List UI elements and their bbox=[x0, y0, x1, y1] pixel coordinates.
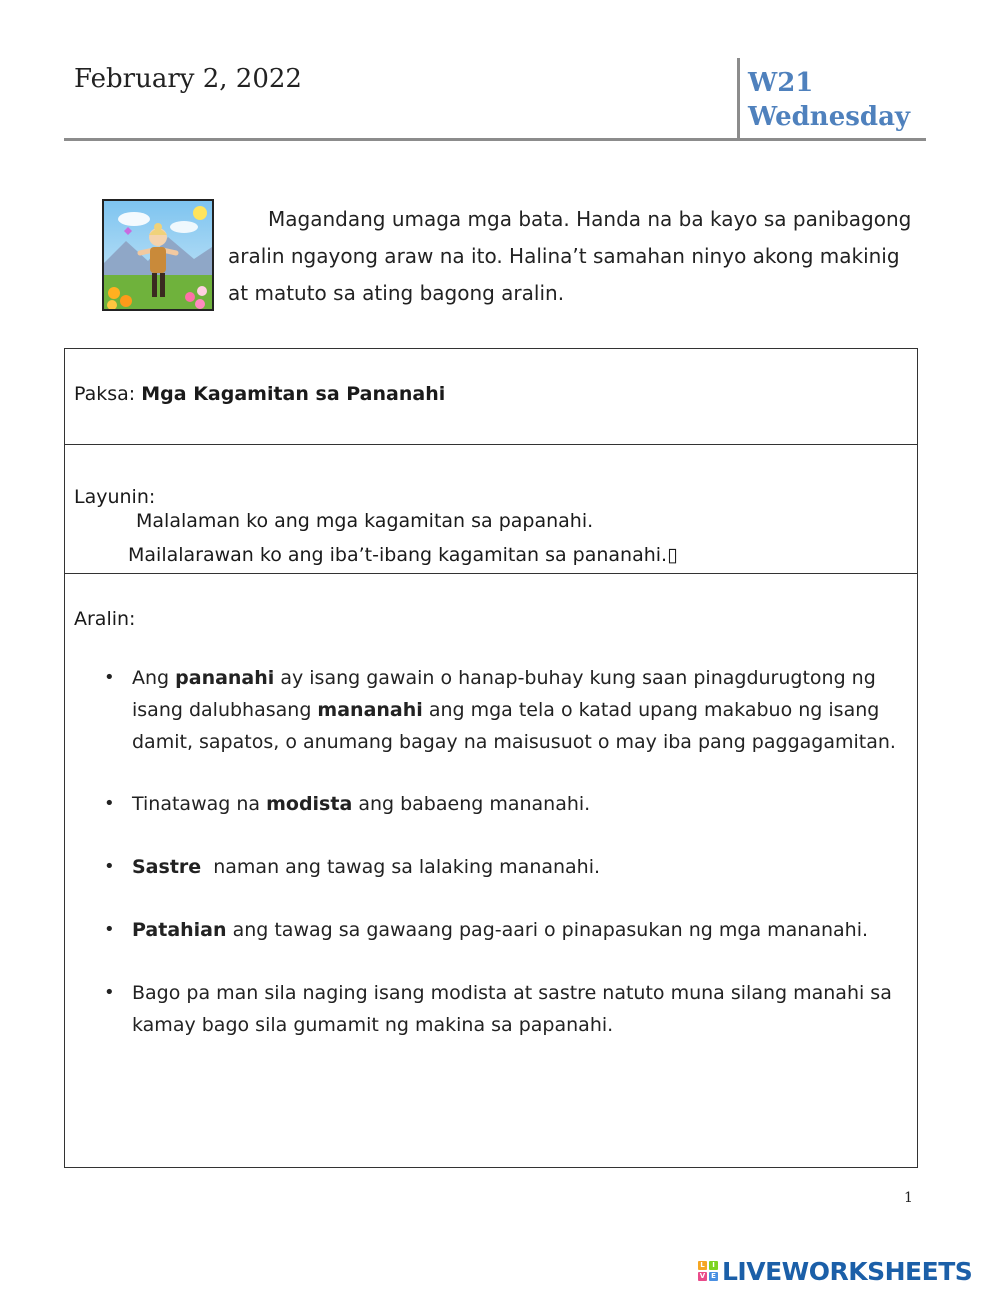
bullet-text: ay isang gawain o hanap-buhay kung saan pinagdurugtong ng isang dalubhasang bbox=[132, 667, 876, 721]
logo-letter: I bbox=[709, 1261, 718, 1270]
bullet-text: Ang bbox=[132, 667, 176, 689]
bullet-bold-term: Sastre bbox=[132, 856, 202, 878]
week-day-label bbox=[748, 66, 910, 134]
bullet-bold-term: modista bbox=[266, 793, 353, 815]
logo-blocks-icon bbox=[698, 1261, 718, 1281]
bullet-bold-term: pananahi bbox=[175, 667, 275, 689]
lesson-bullet-item bbox=[104, 788, 910, 820]
greeting-image bbox=[102, 199, 214, 311]
lesson-bullet-item bbox=[104, 914, 910, 946]
lesson-bullet-item bbox=[104, 662, 910, 758]
day-label: Wednesday bbox=[748, 102, 911, 132]
table-row-divider bbox=[65, 573, 917, 574]
topic-label: Paksa: bbox=[74, 383, 136, 405]
bullet-text: ang mga tela o katad upang makabuo ng isang damit, sapatos, o anumang bagay na maisusuot o may iba pang paggagamitan. bbox=[132, 699, 896, 753]
header-divider bbox=[737, 58, 740, 140]
table-row-divider bbox=[65, 444, 917, 445]
bullet-text: Bago pa man sila naging isang modista at sastre natuto muna silang manahi sa kamay bago sila gumamit ng makina sa papanahi. bbox=[132, 982, 892, 1036]
greeting-text bbox=[228, 201, 918, 312]
week-label: W21 bbox=[748, 68, 814, 98]
topic-title: Mga Kagamitan sa Pananahi bbox=[141, 383, 446, 405]
girl-illustration-icon bbox=[104, 201, 212, 309]
topic-row bbox=[74, 383, 445, 405]
logo-letter: L bbox=[698, 1261, 707, 1270]
bullet-bold-term: Patahian bbox=[132, 919, 227, 941]
bullet-text: ang babaeng mananahi. bbox=[352, 793, 591, 815]
bullet-text: ang tawag sa gawaang pag-aari o pinapasukan ng mga mananahi. bbox=[226, 919, 869, 941]
bullet-bold-term: mananahi bbox=[317, 699, 423, 721]
bullet-text: Tinatawag na bbox=[132, 793, 267, 815]
lesson-bullet-item bbox=[104, 851, 910, 883]
objective-item: Mailalarawan ko ang iba’t-ibang kagamitan sa pananahi.▯ bbox=[128, 544, 678, 566]
date-heading: February 2, 2022 bbox=[74, 64, 302, 94]
page-number: 1 bbox=[904, 1190, 913, 1206]
logo-text: LIVEWORKSHEETS bbox=[722, 1256, 973, 1286]
lesson-bullets bbox=[104, 662, 910, 1041]
liveworksheets-logo[interactable] bbox=[698, 1255, 972, 1287]
lesson-bullet-item bbox=[104, 977, 910, 1041]
objectives-label: Layunin: bbox=[74, 486, 156, 508]
header-rule bbox=[64, 138, 926, 141]
logo-letter: E bbox=[709, 1272, 718, 1281]
lesson-label: Aralin: bbox=[74, 608, 136, 630]
objective-item: Malalaman ko ang mga kagamitan sa papanahi. bbox=[136, 510, 594, 532]
logo-letter: V bbox=[699, 1272, 706, 1280]
greeting-sentence: Magandang umaga mga bata. Handa na ba kayo sa panibagong aralin ngayong araw na ito. Halina’t samahan ninyo akong makinig at matuto sa ating bagong aralin. bbox=[228, 207, 912, 305]
bullet-text: naman ang tawag sa lalaking mananahi. bbox=[201, 856, 601, 878]
